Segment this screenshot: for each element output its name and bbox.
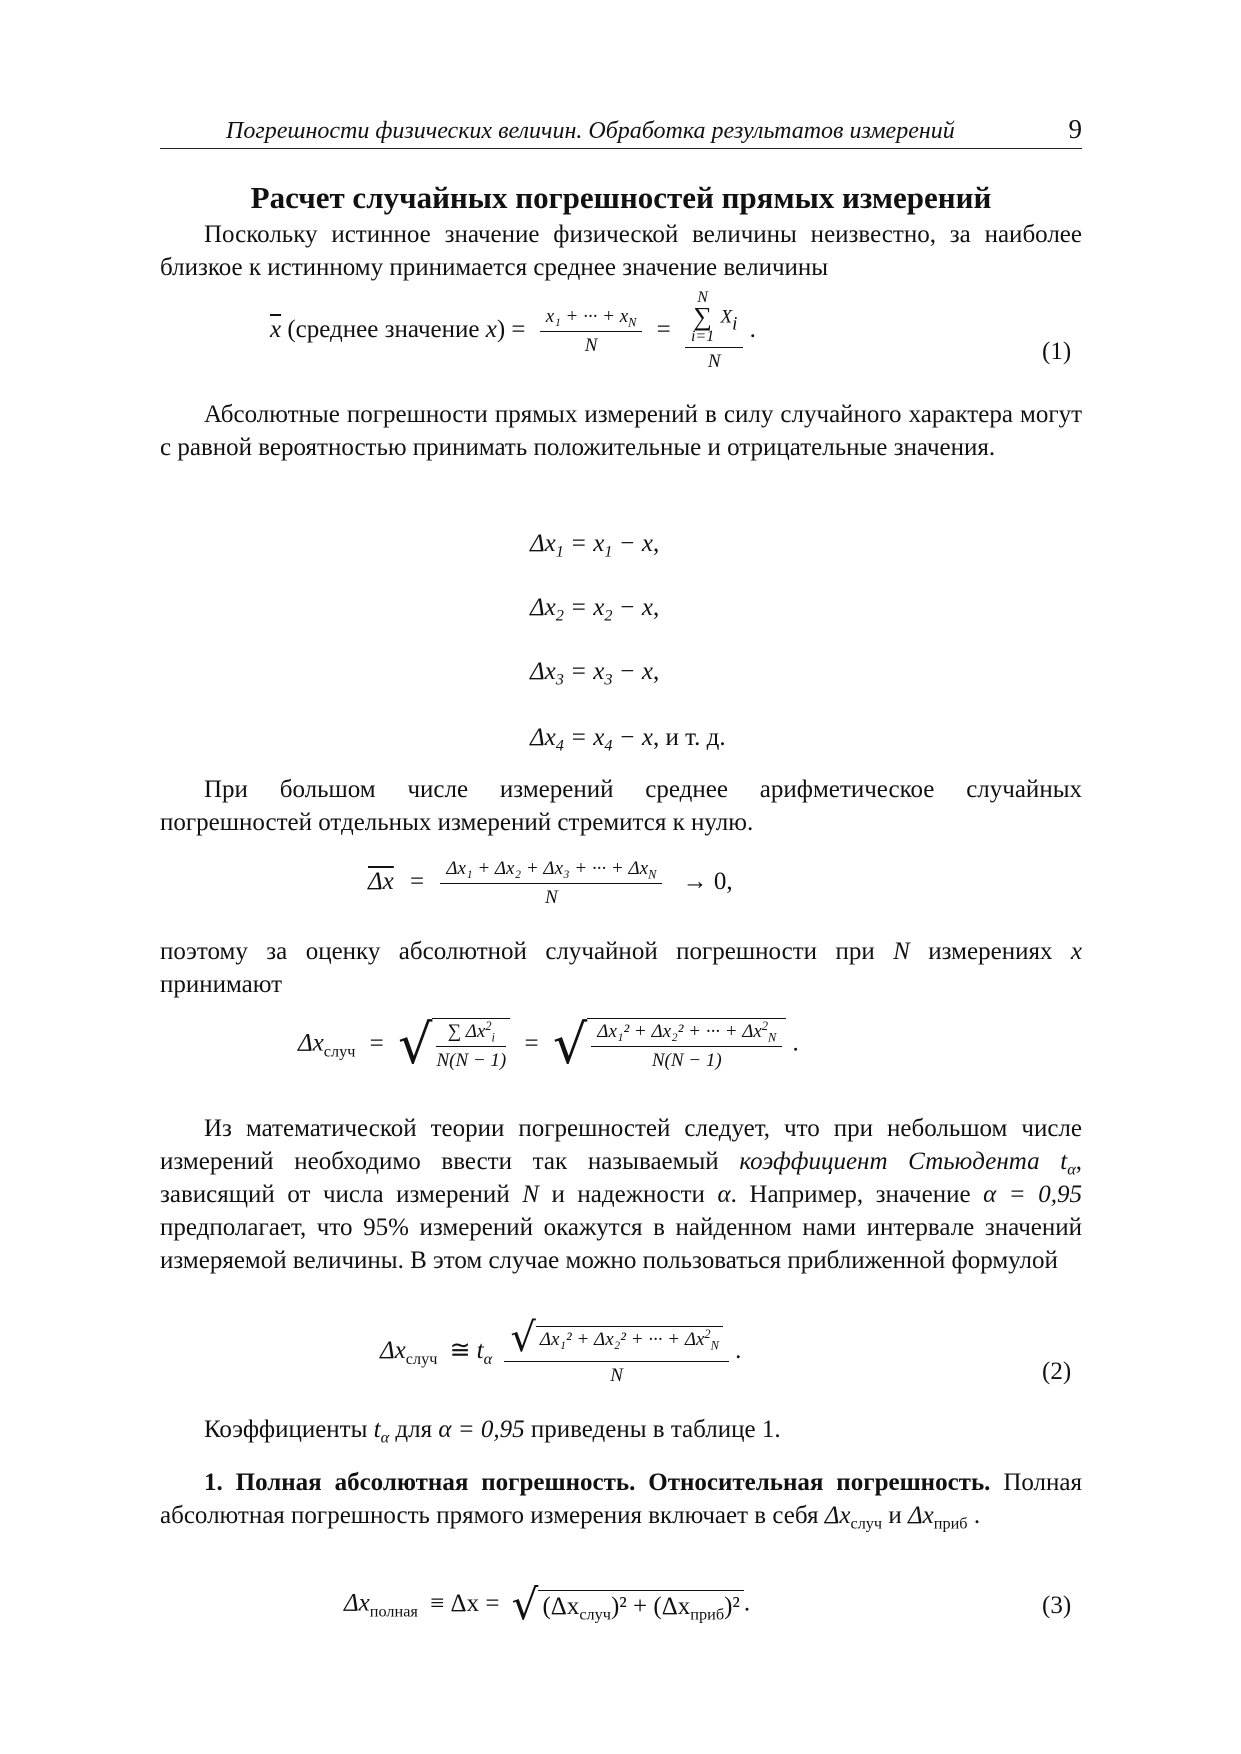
equation-1-number: (1) bbox=[1042, 338, 1072, 365]
equation-3-number: (3) bbox=[1042, 1592, 1072, 1619]
eq1-sum-arg-sub: i bbox=[732, 313, 738, 335]
equation-random-error: $\Delta x_{случ}$ = √ $\frac{\sum \Delta x^2_i}{N(N - 1)}$ = √ $\frac{\Delta x_1^2 + \Delta x_2^2 + \cdot\cdot\cdot + \Delta x^2_N}{N(N - 1)}$ . bbox=[298, 1013, 799, 1076]
paragraph-coefficients: Коэффициенты $t_\alpha$ для α = 0,95 приведены в таблице 1. bbox=[204, 1416, 781, 1447]
eq1-denominator: N bbox=[584, 335, 598, 356]
delta-line-1: $\Delta x_1 = x_1 - x$, bbox=[530, 530, 660, 561]
eq1-num-sub: N bbox=[628, 315, 637, 330]
equation-mean-error: $\overline{\Delta x}$ = $\frac{\Delta x_1 + \Delta x_2 + \Delta x_3 + \cdot\cdot\cdot + \Delta x_N}{N}$ → 0, bbox=[368, 858, 733, 908]
eq1-fraction bbox=[540, 306, 643, 357]
paragraph-student: Из математической теории погрешностей следует, что при небольшом числе измерений необходимо ввести так называемый коэффициент Стьюдента $t_\alpha$, зависящий от числа измерений N и надежности α. Например, значение α = 0,95 предполагает, что 95% измерений окажутся в найденном нами интервале значений измеряемой величины. В этом случае можно пользоваться приближенной формулой bbox=[160, 1115, 1083, 1274]
eq1-sum-denominator: N bbox=[707, 351, 721, 372]
paragraph-abs-errors: Абсолютные погрешности прямых измерений в силу случайного характера могут с равной вероятностью принимать положительные и отрицательные значения. bbox=[160, 401, 1082, 461]
radical-sign-icon: √ bbox=[510, 1315, 536, 1361]
mean-lhs: $\overline{\Delta x}$ bbox=[368, 868, 394, 896]
eq1-sum-arg: X bbox=[720, 306, 733, 328]
eq1-sum bbox=[691, 290, 714, 344]
paragraph-intro: Поскольку истинное значение физической величины неизвестно, за наиболее близкое к истинному принимается среднее значение величины bbox=[160, 221, 1082, 281]
equation-3: $\Delta x_{полная} \equiv \Delta x$ = √ $(\Delta x_{случ})^2 + (\Delta x_{приб})^2$ . bbox=[344, 1580, 751, 1629]
eq1-dot: . bbox=[749, 316, 756, 344]
radical-sign-icon: √ bbox=[552, 1013, 588, 1076]
equation-2: $\Delta x_{случ}$ ≅ $t_\alpha$ $\frac{√ \Delta x_1^2 + \Delta x_2^2 + \cdot\cdot\cdot + \Delta x^2_N}{N}$ . bbox=[380, 1315, 742, 1386]
sqrt-2: √ $\frac{\Delta x_1^2 + \Delta x_2^2 + \cdot\cdot\cdot + \Delta x^2_N}{N(N - 1)}$ bbox=[553, 1018, 786, 1072]
paragraph-estimate: поэтому за оценку абсолютной случайной погрешности при N измерениях x принимают bbox=[160, 938, 1083, 998]
equation-2-number: (2) bbox=[1042, 1358, 1072, 1385]
term-student-coefficient: коэффициент Стьюдента bbox=[739, 1148, 1040, 1175]
radical-sign-icon: √ bbox=[398, 1013, 433, 1076]
eq1-equals: = bbox=[656, 316, 671, 344]
paragraph-mean-tends-zero: При большом числе измерений среднее арифметическое случайных погрешностей отдельных измерений стремится к нулю. bbox=[160, 776, 1082, 836]
delta-line-2: $\Delta x_2 = x_2 - x$, bbox=[530, 594, 660, 625]
eq1-sum-fraction bbox=[685, 290, 743, 373]
eq1-x: x bbox=[485, 316, 497, 344]
running-title: Погрешности физических величин. Обработка результатов измерений bbox=[226, 118, 955, 144]
sqrt-1: √ $\frac{\sum \Delta x^2_i}{N(N - 1)}$ bbox=[398, 1018, 510, 1072]
paragraph-full-error: 1. Полная абсолютная погрешность. Относительная погрешность. Полная абсолютная погрешность прямого измерения включает в себя $\Delta x_{случ}$ и $\Delta x_{приб}$ . bbox=[160, 1469, 1082, 1533]
eq1-sum-symbol: ∑ bbox=[693, 302, 712, 331]
delta-line-4: $\Delta x_4 = x_4 - x$, и т. д. bbox=[530, 724, 726, 755]
eq1-text: (среднее значение bbox=[287, 316, 486, 344]
eq1-sum-bottom: i=1 bbox=[690, 328, 715, 345]
equation-1 bbox=[270, 290, 756, 373]
eq1-sum-top: N bbox=[697, 289, 708, 306]
mean-fraction: $\frac{\Delta x_1 + \Delta x_2 + \Delta x_3 + \cdot\cdot\cdot + \Delta x_N}{N}$ bbox=[440, 858, 662, 909]
delta-line-3: $\Delta x_3 = x_3 - x$, bbox=[530, 658, 660, 689]
eq1-numerator: x₁ + ··· + x bbox=[545, 306, 629, 327]
page-number: 9 bbox=[1068, 114, 1082, 144]
eq1-xbar: $\overline{x}$ bbox=[270, 316, 282, 344]
header-rule bbox=[160, 148, 1082, 149]
radical-sign-icon: √ bbox=[511, 1580, 539, 1629]
running-header bbox=[160, 114, 1082, 148]
section-title: Расчет случайных погрешностей прямых измерений bbox=[250, 180, 992, 215]
eq1-close: ) = bbox=[496, 316, 526, 344]
subsection-heading: 1. Полная абсолютная погрешность. Относительная погрешность. bbox=[204, 1469, 991, 1496]
